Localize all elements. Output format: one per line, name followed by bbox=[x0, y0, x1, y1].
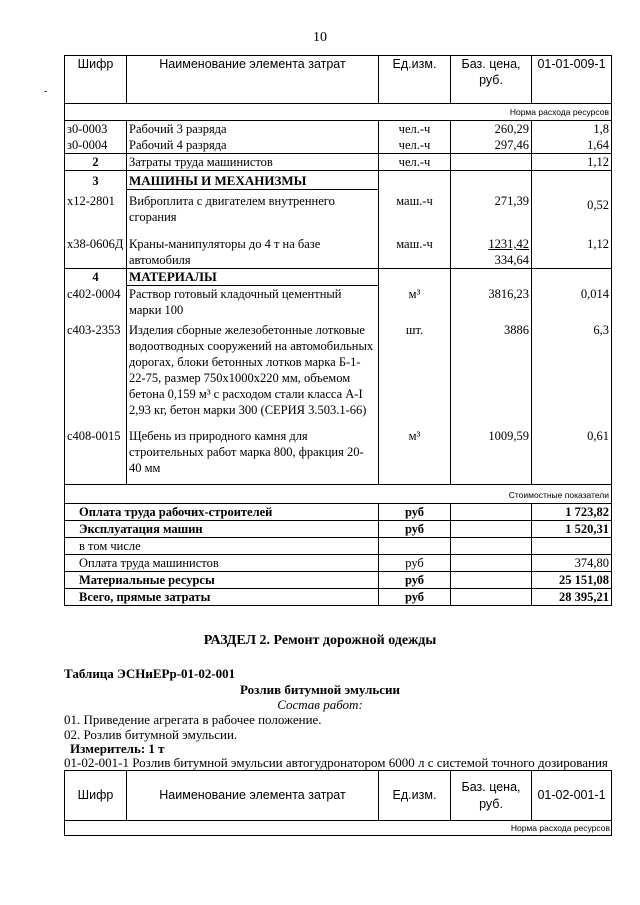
row-name: Изделия сборные железобетонные лотковые водоотводных сооружений на автомобильных дорогах, блоки бетонных лотков марка Б-1-22-75, размер 750х1000х220 мм, объемом бетона 0,159 м³ с расходом стали класса А-I 2,93 кг, бетон марки 300 (СЕРИЯ 3.503.1-66) bbox=[127, 322, 379, 428]
row-code: с402-0004 bbox=[65, 286, 127, 323]
summary-row bbox=[65, 589, 612, 606]
row-norm: 6,3 bbox=[532, 322, 612, 428]
row-unit: чел.-ч bbox=[379, 137, 451, 154]
measure-label: Измеритель: 1 т bbox=[70, 741, 165, 756]
row-code: х38-0606Д bbox=[65, 236, 127, 269]
summary-row bbox=[65, 555, 612, 572]
table-row bbox=[65, 154, 612, 171]
summary-unit: руб bbox=[379, 572, 451, 589]
page-number: 10 bbox=[313, 30, 327, 45]
summary-row bbox=[65, 504, 612, 521]
summary-label: Эксплуатация машин bbox=[65, 521, 379, 538]
group-row bbox=[65, 269, 612, 286]
group-row bbox=[65, 171, 612, 190]
table-row bbox=[65, 286, 612, 323]
header-name: Наименование элемента затрат bbox=[127, 771, 379, 821]
row-name: Щебень из природного камня для строительных работ марка 800, фракция 20-40 мм bbox=[127, 428, 379, 485]
summary-label: в том числе bbox=[65, 538, 379, 555]
table-row bbox=[65, 322, 612, 428]
row-name: Рабочий 3 разряда bbox=[127, 121, 379, 138]
row-code: с408-0015 bbox=[65, 428, 127, 485]
cost-row bbox=[65, 485, 612, 504]
row-unit: маш.-ч bbox=[379, 236, 451, 269]
table-row bbox=[65, 190, 612, 237]
header-unit: Ед.изм. bbox=[379, 771, 451, 821]
group-name: МАШИНЫ И МЕХАНИЗМЫ bbox=[127, 171, 379, 190]
summary-row bbox=[65, 572, 612, 589]
summary-row bbox=[65, 538, 612, 555]
row-unit: м³ bbox=[379, 286, 451, 323]
section-title: РАЗДЕЛ 2. Ремонт дорожной одежды bbox=[203, 633, 437, 648]
row-code: з0-0004 bbox=[65, 137, 127, 154]
row-name: Виброплита с двигателем внутреннего сгорания bbox=[127, 190, 379, 237]
table-title: Розлив битумной эмульсии bbox=[240, 682, 400, 697]
resource-table bbox=[64, 55, 612, 606]
row-unit: чел.-ч bbox=[379, 154, 451, 171]
row-price-main: 1231,42 bbox=[488, 237, 529, 251]
work-item: 02. Розлив битумной эмульсии. bbox=[64, 727, 238, 742]
row-name: Затраты труда машинистов bbox=[127, 154, 379, 171]
work-item: 01. Приведение агрегата в рабочее положение. bbox=[64, 712, 322, 727]
header-price: Баз. цена, руб. bbox=[451, 771, 532, 821]
norm-code-line: 01-02-001-1 Розлив битумной эмульсии автогудронатором 6000 л с системой точного дозирования bbox=[64, 755, 608, 770]
row-code: х12-2801 bbox=[65, 190, 127, 237]
table-row bbox=[65, 121, 612, 138]
row-price-secondary: 334,64 bbox=[494, 253, 529, 267]
table-header bbox=[65, 56, 612, 104]
summary-value: 1 723,82 bbox=[532, 504, 612, 521]
row-price: 271,39 bbox=[451, 190, 532, 237]
row-code: з0-0003 bbox=[65, 121, 127, 138]
row-price: 3886 bbox=[451, 322, 532, 428]
header-name: Наименование элемента затрат bbox=[127, 56, 379, 104]
cost-label: Стоимостные показатели bbox=[65, 485, 612, 504]
summary-value: 25 151,08 bbox=[532, 572, 612, 589]
summary-label: Оплата труда рабочих-строителей bbox=[65, 504, 379, 521]
summary-value: 1 520,31 bbox=[532, 521, 612, 538]
row-code: 2 bbox=[65, 154, 127, 171]
norm-label: Норма расхода ресурсов bbox=[65, 104, 612, 121]
row-name: Краны-манипуляторы до 4 т на базе автомобиля bbox=[127, 236, 379, 269]
header-code: Шифр bbox=[65, 771, 127, 821]
norm-row bbox=[65, 104, 612, 121]
row-price bbox=[451, 154, 532, 171]
row-norm: 1,12 bbox=[532, 236, 612, 269]
row-unit: м³ bbox=[379, 428, 451, 485]
summary-unit: руб bbox=[379, 504, 451, 521]
row-norm: 0,014 bbox=[532, 286, 612, 323]
table-name: Таблица ЭСНиЕРр-01-02-001 bbox=[64, 666, 236, 681]
summary-unit: руб bbox=[379, 555, 451, 572]
summary-label: Всего, прямые затраты bbox=[65, 589, 379, 606]
row-price: 260,29 bbox=[451, 121, 532, 138]
row-price: 297,46 bbox=[451, 137, 532, 154]
row-name: Раствор готовый кладочный цементный марки 100 bbox=[127, 286, 379, 323]
row-price: 1009,59 bbox=[451, 428, 532, 485]
header-norm-code: 01-01-009-1 bbox=[532, 56, 612, 104]
table-header bbox=[65, 771, 612, 821]
group-name: МАТЕРИАЛЫ bbox=[127, 269, 379, 286]
table-row bbox=[65, 236, 612, 269]
norm-label: Норма расхода ресурсов bbox=[65, 821, 612, 836]
summary-value: 28 395,21 bbox=[532, 589, 612, 606]
row-norm: 1,12 bbox=[532, 154, 612, 171]
row-unit: шт. bbox=[379, 322, 451, 428]
summary-label: Оплата труда машинистов bbox=[65, 555, 379, 572]
table-row bbox=[65, 137, 612, 154]
group-code: 4 bbox=[65, 269, 127, 286]
resource-table-2 bbox=[64, 770, 612, 836]
summary-unit bbox=[379, 538, 451, 555]
row-norm: 0,61 bbox=[532, 428, 612, 485]
row-norm: 1,8 bbox=[532, 121, 612, 138]
summary-row bbox=[65, 521, 612, 538]
table-row bbox=[65, 428, 612, 485]
row-code: с403-2353 bbox=[65, 322, 127, 428]
row-norm: 1,64 bbox=[532, 137, 612, 154]
header-price: Баз. цена, руб. bbox=[451, 56, 532, 104]
margin-mark: - bbox=[44, 86, 48, 97]
row-unit: чел.-ч bbox=[379, 121, 451, 138]
row-unit: маш.-ч bbox=[379, 190, 451, 237]
group-code: 3 bbox=[65, 171, 127, 190]
header-norm-code: 01-02-001-1 bbox=[532, 771, 612, 821]
row-name: Рабочий 4 разряда bbox=[127, 137, 379, 154]
row-norm: 0,52 bbox=[532, 190, 612, 237]
summary-unit: руб bbox=[379, 521, 451, 538]
norm-row bbox=[65, 821, 612, 836]
row-price bbox=[451, 236, 532, 269]
summary-value: 374,80 bbox=[532, 555, 612, 572]
composition-label: Состав работ: bbox=[277, 697, 363, 712]
header-code: Шифр bbox=[65, 56, 127, 104]
summary-label: Материальные ресурсы bbox=[65, 572, 379, 589]
row-price: 3816,23 bbox=[451, 286, 532, 323]
summary-unit: руб bbox=[379, 589, 451, 606]
header-unit: Ед.изм. bbox=[379, 56, 451, 104]
summary-value bbox=[532, 538, 612, 555]
